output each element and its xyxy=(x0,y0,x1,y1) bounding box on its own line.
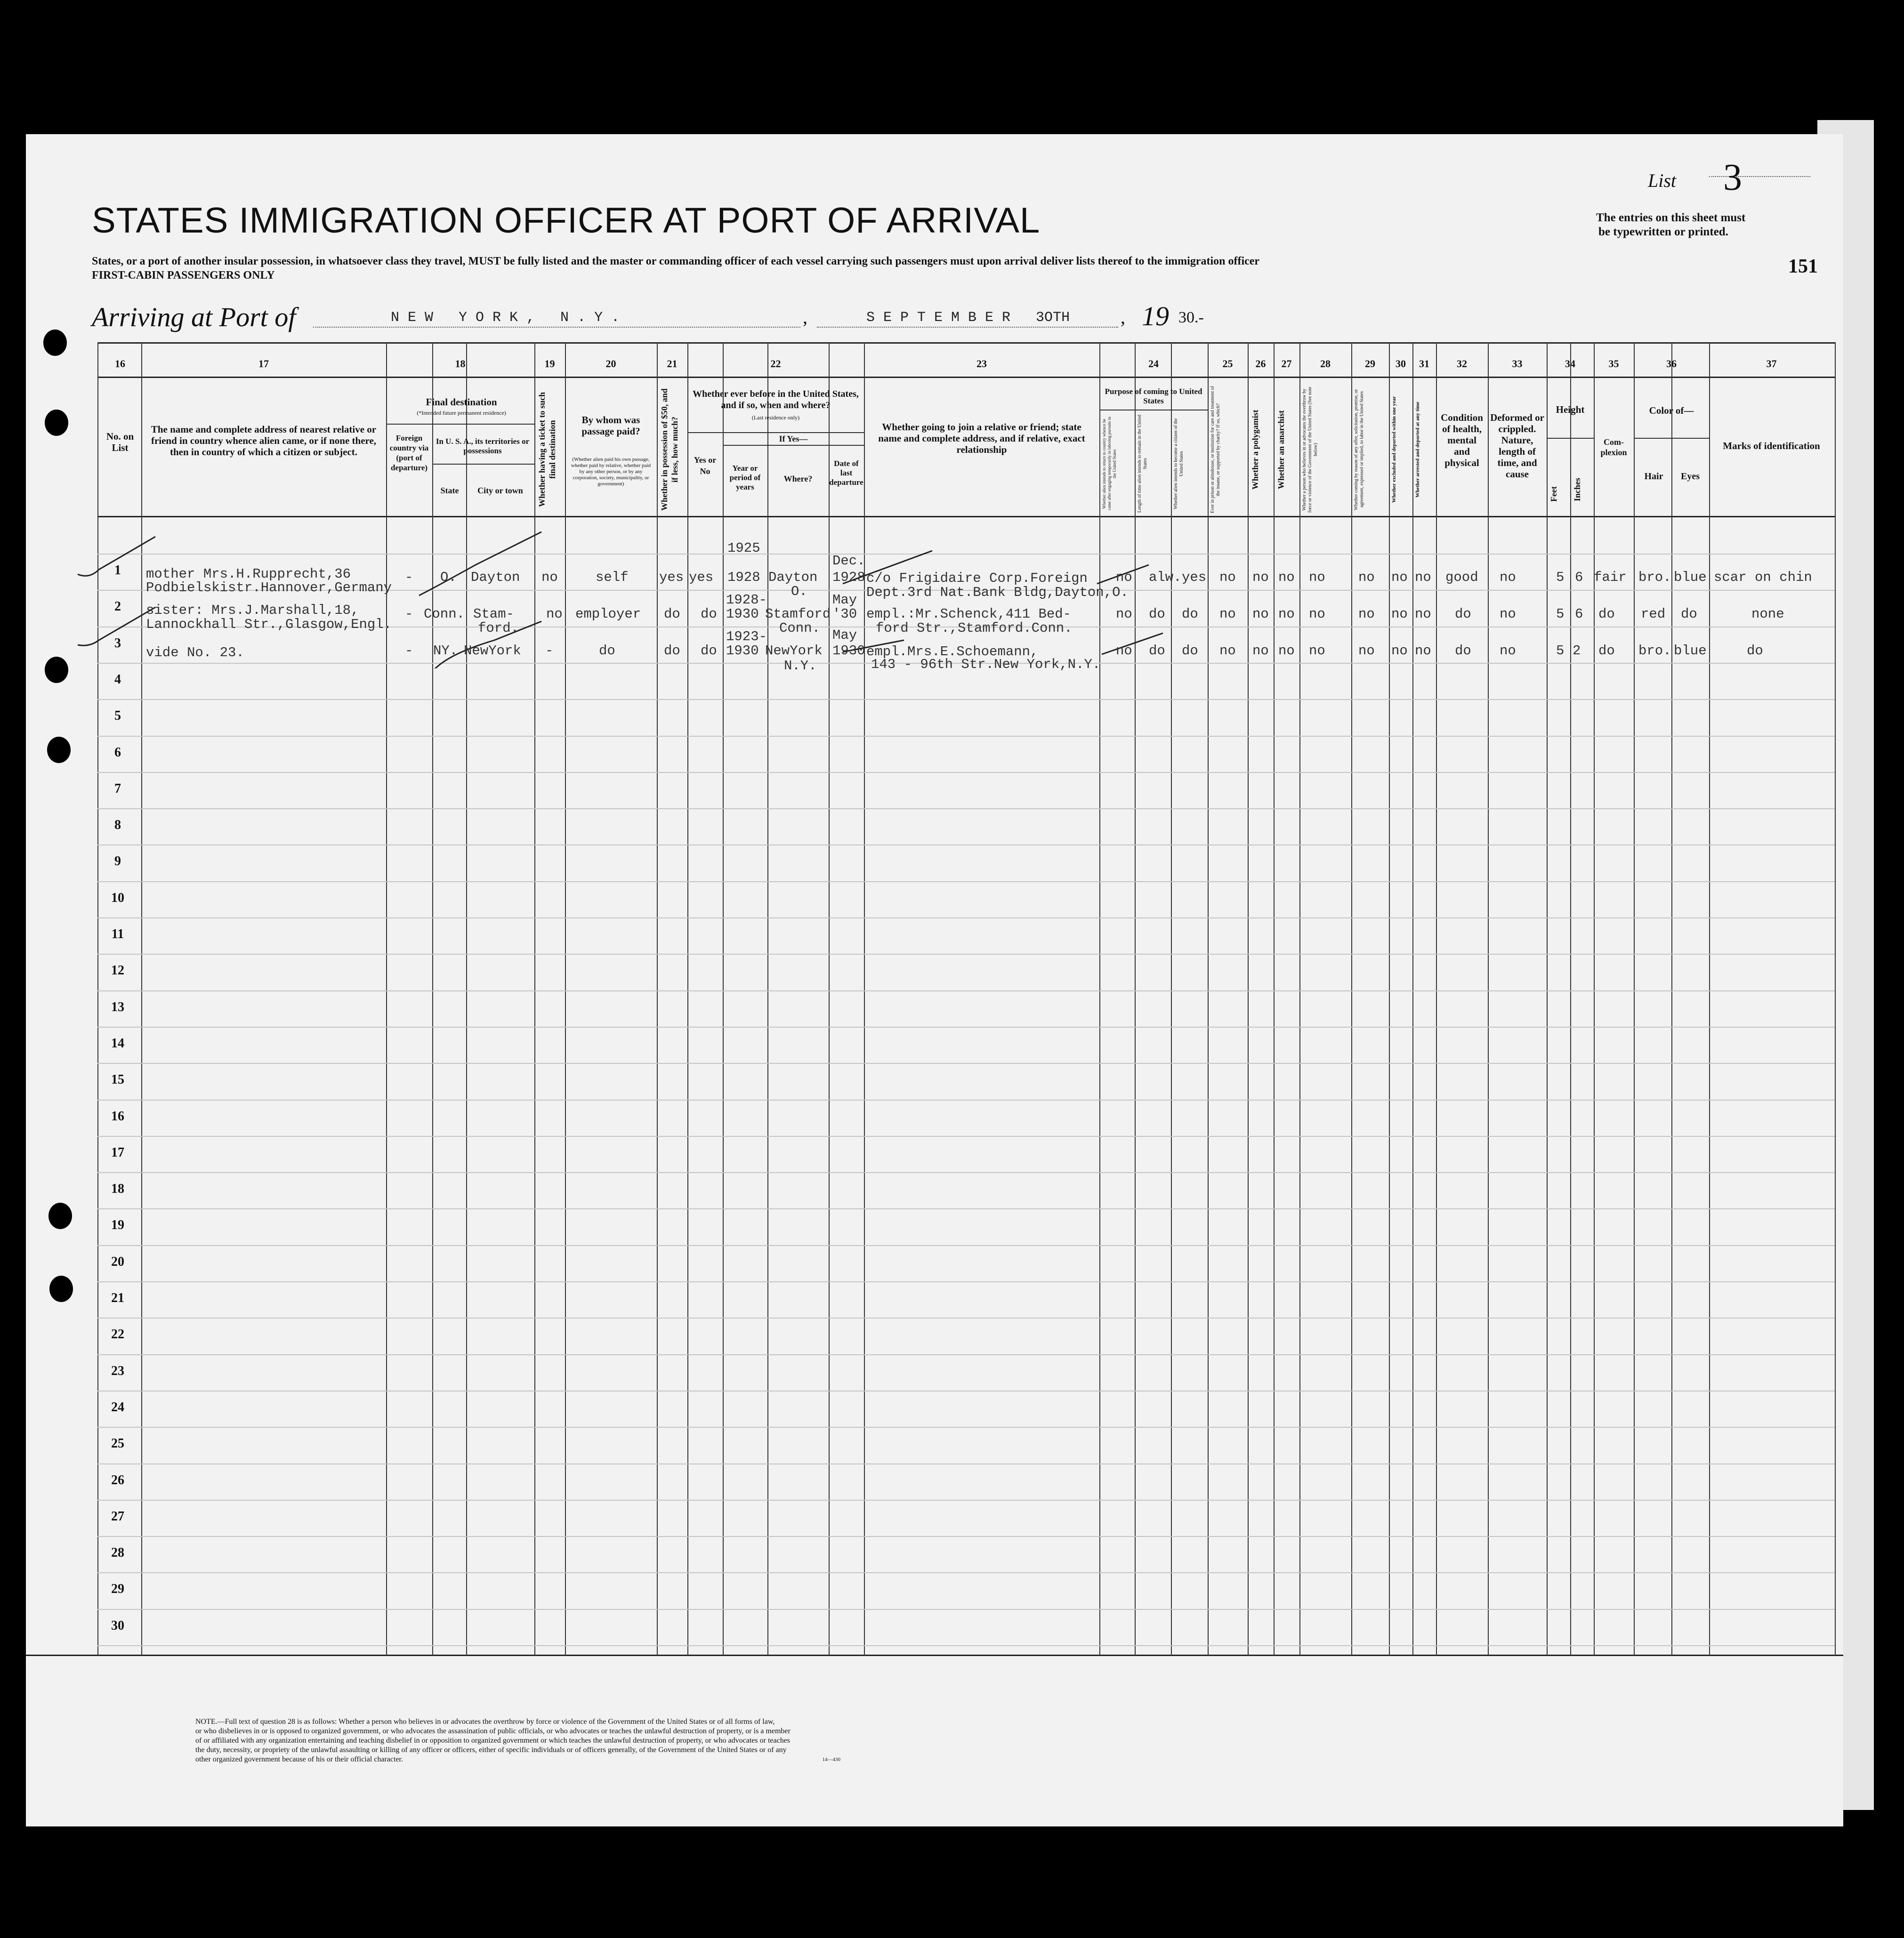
marks-cell: none xyxy=(1751,606,1784,622)
form-number: 14—430 xyxy=(822,1757,840,1762)
table-top-rule xyxy=(97,342,1835,344)
footnote-line: of or affiliated with any organization entertaining and teaching disbelief in or opposition to organized government or which teaches the unlawful destruction of property, or who advocates or teaches xyxy=(195,1737,791,1745)
row-rule xyxy=(97,1027,1835,1028)
complexion-cell: do xyxy=(1598,643,1615,659)
hdr-color-of: Color of— xyxy=(1649,405,1694,416)
subtitle-line2: FIRST-CABIN PASSENGERS ONLY xyxy=(92,269,275,281)
purpose-return-cell: no xyxy=(1116,570,1132,585)
checkmark-row3 xyxy=(78,607,155,645)
row-rule xyxy=(97,1572,1835,1573)
hdr-final-destination-note: (*Intended future permanent residence) xyxy=(417,410,506,416)
where-cell: Stamford xyxy=(765,606,831,622)
hdr-if-yes: If Yes— xyxy=(779,434,808,443)
purpose-return-cell: no xyxy=(1116,606,1132,622)
hdr-anarchist: Whether an anarchist xyxy=(1276,410,1286,489)
departure-cell: 1928 xyxy=(832,570,865,585)
row-rule xyxy=(97,1100,1835,1101)
instructions-line1: The entries on this sheet must xyxy=(1596,211,1746,224)
column-rule xyxy=(1634,342,1635,1656)
row-rule xyxy=(97,772,1835,773)
row-number: 25 xyxy=(111,1436,124,1451)
hdr-yes-no: Yes or No xyxy=(694,455,717,476)
colnum-35: 35 xyxy=(1608,358,1619,370)
where-cell: NewYork xyxy=(765,643,823,659)
passage-cell: self xyxy=(596,570,629,585)
row-number: 21 xyxy=(111,1291,124,1305)
fifty-cell: do xyxy=(664,606,680,622)
row-number: 8 xyxy=(114,818,121,832)
column-rule xyxy=(1412,342,1413,1656)
relative-cell: mother Mrs.H.Rupprecht,36 xyxy=(146,566,351,582)
purpose-return-cell: no xyxy=(1116,643,1132,659)
punch-hole xyxy=(45,657,68,683)
footnote-line: the duty, necessity, or propriety of the unlawful assaulting or killing of any officer or officers, either of specific individuals or of officers generally, of the Government of the United States or of any xyxy=(195,1746,787,1754)
rule xyxy=(387,424,534,425)
purpose-citizen-cell: yes xyxy=(1182,570,1207,585)
hdr-nearest-relative: The name and complete address of nearest relative or friend in country whence alien came, or if none there, then in country of which a citizen or subject. xyxy=(151,424,377,458)
colnum-36: 36 xyxy=(1666,358,1677,370)
where-cell: Dayton xyxy=(768,570,818,585)
col25-cell: no xyxy=(1219,570,1236,585)
city-cell: Dayton xyxy=(471,570,520,585)
colnum-22: 22 xyxy=(770,358,781,370)
row-number: 26 xyxy=(111,1473,124,1488)
footnote-line: NOTE.—Full text of question 28 is as follows: Whether a person who believes in or advocates the overthrow by force or violence of the Government of the United States or of all forms of law, xyxy=(195,1718,775,1726)
fifty-cell: yes xyxy=(659,570,684,585)
deformed-cell: no xyxy=(1500,606,1516,622)
colnum-30: 30 xyxy=(1396,358,1406,370)
hair-cell: bro. xyxy=(1638,643,1671,659)
state-cell: Conn. xyxy=(424,606,465,622)
row-number: 2 xyxy=(114,599,121,614)
relative-cell: sister: Mrs.J.Marshall,18, xyxy=(146,603,359,618)
comma: , xyxy=(1121,306,1125,328)
rule xyxy=(1548,438,1594,439)
hdr-deformed: Deformed or crippled. Nature, length of time, and cause xyxy=(1490,412,1544,480)
hdr-eyes: Eyes xyxy=(1681,471,1700,482)
punch-hole xyxy=(47,737,71,763)
city-cell: NewYork xyxy=(464,643,521,659)
row-number: 13 xyxy=(111,1000,124,1014)
column-rule xyxy=(1488,342,1489,1656)
list-number: 3 xyxy=(1723,157,1742,198)
hdr-join-relative: Whether going to join a relative or friend; state name and complete address, and if relative, exact relationship xyxy=(878,421,1085,455)
list-label: List xyxy=(1648,170,1677,191)
col26-cell: no xyxy=(1252,570,1269,585)
footnote-line: or who disbelieves in or is opposed to organized government, or who advocates the assassination of public officials, or who advocates or teaches the unlawful destruction of property, or is a member xyxy=(195,1727,791,1735)
rule xyxy=(1635,438,1709,439)
row-rule xyxy=(97,1318,1835,1319)
col30-cell: no xyxy=(1391,570,1408,585)
hair-cell: bro. xyxy=(1638,570,1671,585)
column-rule xyxy=(1248,342,1249,1656)
row-rule xyxy=(97,1281,1835,1282)
column-rule xyxy=(1547,342,1548,1656)
join-cell: empl.Mrs.E.Schoemann, xyxy=(866,644,1039,659)
hdr-ticket: Whether having a ticket to such final destination xyxy=(537,392,557,507)
row-rule xyxy=(97,990,1835,991)
before-yes-cell: yes xyxy=(689,570,714,585)
punch-hole xyxy=(43,330,67,356)
complexion-cell: fair xyxy=(1594,570,1627,585)
relative-cell: vide No. 23. xyxy=(146,645,244,660)
row-number: 20 xyxy=(111,1254,124,1269)
colnum-bottom-rule xyxy=(97,377,1835,378)
complexion-cell: do xyxy=(1598,606,1615,622)
ticket-cell: - xyxy=(545,643,554,659)
col31-cell: no xyxy=(1415,606,1431,622)
row-rule xyxy=(97,699,1835,700)
health-cell: good xyxy=(1445,570,1478,585)
colnum-16: 16 xyxy=(115,358,125,370)
year-prefix: 19 xyxy=(1142,301,1169,331)
row-number: 12 xyxy=(111,963,124,978)
punch-hole xyxy=(49,1276,73,1302)
hdr-state: State xyxy=(440,486,459,495)
ticket-cell: no xyxy=(546,606,563,622)
row-rule xyxy=(97,1609,1835,1610)
purpose-length-cell: alw. xyxy=(1149,570,1182,585)
departure-cell-top: May xyxy=(832,592,857,608)
column-rule xyxy=(1709,342,1710,1656)
colnum-27: 27 xyxy=(1281,358,1292,370)
row-number: 27 xyxy=(111,1509,124,1524)
foreign-country-cell: - xyxy=(405,570,413,585)
eyes-cell: do xyxy=(1681,606,1697,622)
row-rule xyxy=(97,1536,1835,1537)
colnum-33: 33 xyxy=(1512,358,1523,370)
date-line xyxy=(817,327,1118,328)
purpose-citizen-cell: do xyxy=(1182,606,1198,622)
hdr-passage-note: (Whether alien paid his own passage, whether paid by relative, whether paid by any other person, or by any corporation, society, municipality, or government) xyxy=(571,457,651,487)
column-rule xyxy=(1208,342,1209,1656)
hdr-purpose-length: Length of time alien intends to remain in the United States xyxy=(1137,415,1148,513)
hdr-final-destination: Final destination xyxy=(426,396,497,408)
instructions-line2: be typewritten or printed. xyxy=(1598,225,1728,238)
column-rule xyxy=(1274,342,1275,1656)
colnum-18: 18 xyxy=(455,358,466,370)
join-cell-line2: 143 - 96th Str.New York,N.Y. xyxy=(871,657,1101,672)
feet-cell: 5 xyxy=(1556,643,1565,659)
join-cell: empl.:Mr.Schenck,411 Bed- xyxy=(866,606,1072,622)
row-rule xyxy=(97,1245,1835,1246)
purpose-length-cell: do xyxy=(1149,643,1165,659)
colnum-31: 31 xyxy=(1419,358,1429,370)
year-cell: 1928 xyxy=(727,570,760,585)
hdr-polygamist: Whether a polygamist xyxy=(1251,410,1260,490)
col30-cell: no xyxy=(1391,606,1408,622)
row-rule xyxy=(97,1172,1835,1173)
row-rule xyxy=(97,1354,1835,1355)
deformed-cell: no xyxy=(1500,570,1516,585)
punch-hole xyxy=(45,410,68,436)
row-rule xyxy=(97,1063,1835,1064)
hdr-overthrow: Whether a person who believes in or advocates the overthrow by force or violence of the Government of the United States (See note below) xyxy=(1302,386,1318,513)
row-number: 28 xyxy=(111,1545,124,1560)
footnote-line: other organized government because of his or their official character. xyxy=(195,1755,403,1763)
column-rule xyxy=(1299,342,1300,1656)
column-rule xyxy=(1835,342,1836,1656)
tick-row1-dest xyxy=(419,532,541,595)
colnum-28: 28 xyxy=(1320,358,1331,370)
health-cell: do xyxy=(1455,606,1471,622)
row-number: 22 xyxy=(111,1327,124,1342)
port-line xyxy=(313,327,800,328)
rule xyxy=(723,445,864,446)
row-number: 30 xyxy=(111,1618,124,1633)
row-rule xyxy=(97,881,1835,882)
ticket-cell: no xyxy=(541,570,558,585)
row-number: 29 xyxy=(111,1582,124,1596)
state-cell: NY. xyxy=(433,643,458,659)
row-number: 4 xyxy=(114,672,121,687)
hdr-height: Height xyxy=(1556,404,1585,415)
hdr-purpose-return: Whether alien intends to return to country whence he came after engaging temporarily in laboring pursuits in the United States xyxy=(1102,417,1117,511)
row-rule xyxy=(97,954,1835,955)
row-number: 16 xyxy=(111,1109,124,1124)
colnum-19: 19 xyxy=(544,358,555,370)
hdr-last-residence: (Last residence only) xyxy=(751,414,800,421)
page-number: 151 xyxy=(1788,256,1818,277)
row-number: 17 xyxy=(111,1145,124,1160)
hdr-foreign-country: Foreign country via (port of departure) xyxy=(389,434,429,472)
row-number: 24 xyxy=(111,1400,124,1415)
row-number: 11 xyxy=(111,927,124,941)
inches-cell: 2 xyxy=(1573,643,1581,659)
foreign-country-cell: - xyxy=(405,643,413,659)
inches-cell: 6 xyxy=(1575,606,1583,622)
col28-cell: no xyxy=(1309,606,1325,622)
marks-cell: scar on chin xyxy=(1714,570,1812,585)
col30-cell: no xyxy=(1391,643,1408,659)
hdr-year-period: Year or period of years xyxy=(729,464,761,491)
col27-cell: no xyxy=(1278,606,1295,622)
relative-cell-line2: Lannockhall Str.,Glasgow,Engl. xyxy=(146,617,392,632)
hdr-passage-paid: By whom was passage paid? xyxy=(581,414,640,437)
deformed-cell: no xyxy=(1500,643,1516,659)
row-rule xyxy=(97,1500,1835,1501)
col26-cell: no xyxy=(1252,643,1269,659)
page-title: STATES IMMIGRATION OFFICER AT PORT OF ARRIVAL xyxy=(92,201,1041,241)
hdr-complexion: Com-plexion xyxy=(1600,437,1627,457)
date-value: S E P T E M B E R 3OTH xyxy=(866,310,1070,326)
hair-cell: red xyxy=(1641,606,1666,622)
state-cell: O. xyxy=(440,570,457,585)
row-number: 1 xyxy=(114,563,121,578)
departure-cell-top: Dec. xyxy=(832,553,865,569)
column-rule xyxy=(1570,342,1571,1656)
purpose-citizen-cell: do xyxy=(1182,643,1198,659)
row-rule xyxy=(97,1645,1835,1646)
col25-cell: no xyxy=(1219,643,1236,659)
inches-cell: 6 xyxy=(1575,570,1583,585)
year-cell: 1930 xyxy=(726,606,759,622)
col27-cell: no xyxy=(1278,643,1295,659)
punch-hole xyxy=(48,1203,72,1229)
hdr-before-in-us: Whether ever before in the United States, and if so, when and where? xyxy=(693,389,859,410)
row-rule xyxy=(97,917,1835,918)
hdr-city: City or town xyxy=(477,486,523,495)
row-rule xyxy=(97,736,1835,737)
hdr-offer: Whether coming by reason of any offer, solicitation, promise, or agreement, expressed or implied, to labor in the United States xyxy=(1354,389,1364,510)
col29-cell: no xyxy=(1358,606,1375,622)
eyes-cell: blue xyxy=(1674,570,1707,585)
join-cell-line2: ford Str.,Stamford.Conn. xyxy=(876,620,1073,636)
col25-cell: no xyxy=(1219,606,1236,622)
colnum-25: 25 xyxy=(1222,358,1233,370)
colnum-26: 26 xyxy=(1255,358,1266,370)
colnum-23: 23 xyxy=(976,358,987,370)
column-rule xyxy=(1351,342,1352,1656)
col26-cell: no xyxy=(1252,606,1269,622)
footnote-last xyxy=(195,1755,1099,1764)
fifty-cell: do xyxy=(664,643,680,659)
hdr-in-usa: In U. S. A., its territories or possessions xyxy=(436,437,530,455)
relative-cell-line2: Podbielskistr.Hannover,Germany xyxy=(146,580,392,595)
year-cell-top: 1923- xyxy=(726,629,767,644)
hdr-health: Condition of health, mental and physical xyxy=(1441,412,1483,468)
column-rule xyxy=(1671,342,1672,1656)
port-value: N E W Y O R K , N . Y . xyxy=(391,310,620,326)
hdr-purpose-citizen: Whether alien intends to become a citizen of the United States xyxy=(1173,418,1184,509)
before-yes-cell: do xyxy=(701,606,717,622)
where-cell-line2: N.Y. xyxy=(784,658,817,674)
hdr-inches: Inches xyxy=(1573,478,1582,502)
footnote xyxy=(195,1717,1099,1764)
colnum-37: 37 xyxy=(1766,358,1777,370)
feet-cell: 5 xyxy=(1556,570,1565,585)
year-cell-top: 1925 xyxy=(727,540,760,556)
colnum-20: 20 xyxy=(605,358,616,370)
hdr-prison: Ever in prison or almshouse, or institution for care and treatment of the insane, or supported by charity? If so, which? xyxy=(1210,386,1221,513)
purpose-length-cell: do xyxy=(1149,606,1165,622)
feet-cell: 5 xyxy=(1556,606,1565,622)
hdr-excluded: Whether excluded and deported within one year xyxy=(1391,396,1397,503)
col29-cell: no xyxy=(1358,570,1375,585)
hdr-hair: Hair xyxy=(1644,471,1663,482)
health-cell: do xyxy=(1455,643,1471,659)
passage-cell: employer xyxy=(575,606,641,622)
colnum-29: 29 xyxy=(1365,358,1375,370)
col27-cell: no xyxy=(1278,570,1295,585)
year-suffix: 30.- xyxy=(1178,309,1204,326)
city-cell-line2: ford. xyxy=(478,620,519,636)
hdr-no-on-list: No. on List xyxy=(106,431,134,453)
hdr-marks: Marks of identification xyxy=(1723,440,1820,451)
city-cell: Stam- xyxy=(473,606,515,622)
row-number: 6 xyxy=(114,745,121,760)
colnum-17: 17 xyxy=(258,358,269,370)
colnum-32: 32 xyxy=(1457,358,1467,370)
col29-cell: no xyxy=(1358,643,1375,659)
before-yes-cell: do xyxy=(701,643,717,659)
year-cell: 1930 xyxy=(726,643,759,659)
row-number: 9 xyxy=(114,854,121,868)
departure-cell: 1930 xyxy=(832,643,865,659)
where-cell-line2: O. xyxy=(791,584,807,599)
hdr-where: Where? xyxy=(783,474,813,483)
column-rule xyxy=(1389,342,1390,1656)
row-rule xyxy=(97,844,1835,845)
join-cell-line2: Dept.3rd Nat.Bank Bldg,Dayton,O. xyxy=(866,585,1129,600)
departure-cell-top: May xyxy=(832,627,857,643)
subtitle-line1: States, or a port of another insular possession, in whatsoever class they travel, MUST be fully listed and the master or commanding officer of each vessel carrying such passengers must upon arrival deliver lists thereof to the immigration officer xyxy=(92,255,1260,267)
foreign-country-cell: - xyxy=(405,606,413,622)
colnum-21: 21 xyxy=(667,358,678,370)
hdr-fifty-dollars: Whether in possession of $50, and if less, how much? xyxy=(660,388,679,511)
passage-cell: do xyxy=(599,643,615,659)
row-number: 15 xyxy=(111,1072,124,1087)
col28-cell: no xyxy=(1309,570,1325,585)
hdr-date-departure: Date of last departure xyxy=(829,459,863,487)
row-rule xyxy=(97,1136,1835,1137)
row-number: 5 xyxy=(114,708,121,723)
row-rule xyxy=(97,1427,1835,1428)
col31-cell: no xyxy=(1415,643,1431,659)
row-number: 23 xyxy=(111,1364,124,1378)
hdr-purpose: Purpose of coming to United States xyxy=(1105,387,1202,405)
row-rule xyxy=(97,808,1835,809)
column-rule xyxy=(1594,342,1595,1656)
row-number: 10 xyxy=(111,891,124,905)
hdr-feet: Feet xyxy=(1549,486,1558,502)
row-rule xyxy=(97,1208,1835,1209)
year-cell-top: 1928- xyxy=(726,592,767,608)
where-cell-line2: Conn. xyxy=(779,620,821,636)
rule xyxy=(432,464,534,465)
marks-cell: do xyxy=(1747,643,1763,659)
row-number: 14 xyxy=(111,1036,124,1051)
column-rule xyxy=(1436,342,1437,1656)
row-number: 18 xyxy=(111,1182,124,1196)
row-number: 3 xyxy=(114,636,121,651)
row-number: 19 xyxy=(111,1218,124,1232)
eyes-cell: blue xyxy=(1674,643,1707,659)
checkmark-row1 xyxy=(78,537,155,576)
col28-cell: no xyxy=(1309,643,1325,659)
comma: , xyxy=(803,306,807,328)
join-cell: c/o Frigidaire Corp.Foreign xyxy=(866,571,1088,586)
col31-cell: no xyxy=(1415,570,1431,585)
colnum-24: 24 xyxy=(1148,358,1159,370)
arriving-label: Arriving at Port of xyxy=(92,302,296,332)
departure-cell: '30 xyxy=(832,606,857,622)
row-number: 7 xyxy=(114,781,121,796)
colnum-34: 34 xyxy=(1565,358,1575,370)
hdr-arrested: Whether arrested and deported at any time xyxy=(1415,402,1420,498)
